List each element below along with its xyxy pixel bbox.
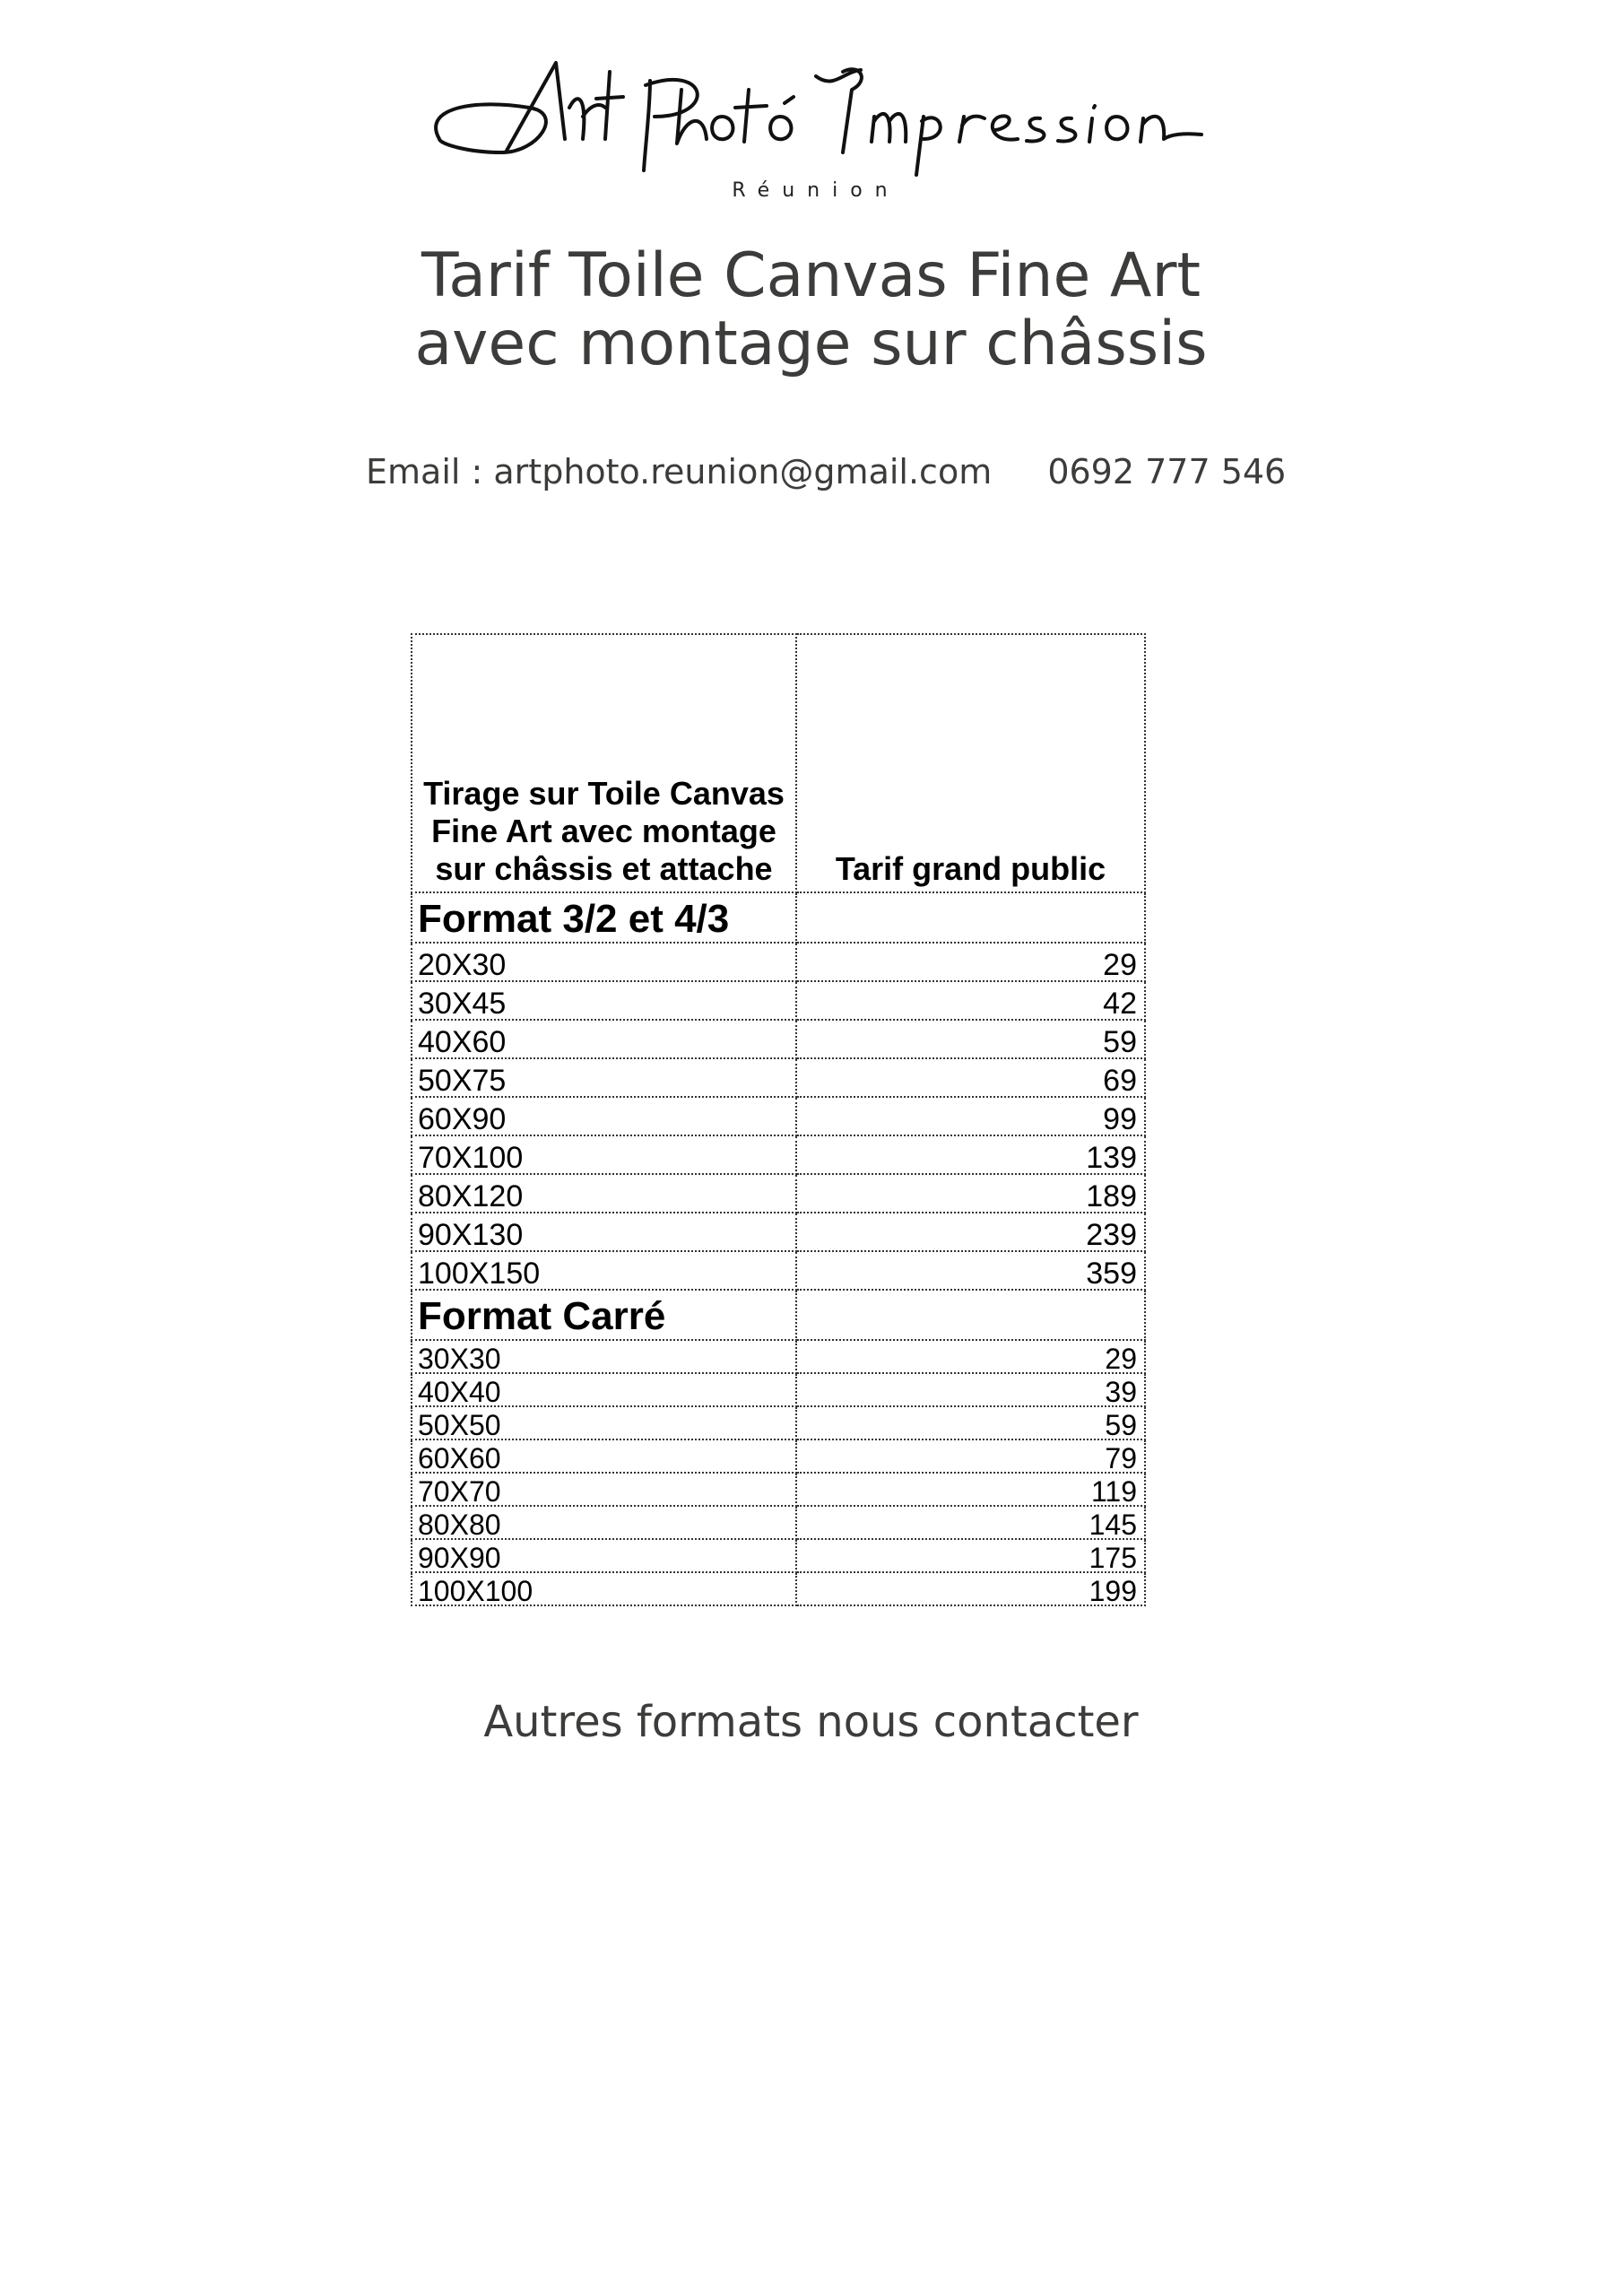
logo-subtitle: Réunion — [732, 179, 900, 202]
table-row — [412, 943, 1145, 981]
price-cell: 29 — [796, 1340, 1145, 1373]
format-cell: 90X130 — [412, 1213, 796, 1251]
price-cell: 239 — [796, 1213, 1145, 1251]
price-cell: 99 — [796, 1097, 1145, 1135]
title-line-1: Tarif Toile Canvas Fine Art — [421, 240, 1201, 311]
title-line-2: avec montage sur châssis — [414, 309, 1208, 379]
format-cell: 50X75 — [412, 1058, 796, 1097]
section-empty-cell — [796, 892, 1145, 943]
price-cell: 175 — [796, 1539, 1145, 1572]
price-cell: 39 — [796, 1373, 1145, 1406]
format-cell: 70X100 — [412, 1135, 796, 1174]
format-cell: 40X40 — [412, 1373, 796, 1406]
format-cell: 100X100 — [412, 1572, 796, 1605]
format-cell: 60X90 — [412, 1097, 796, 1135]
format-cell: 80X80 — [412, 1506, 796, 1539]
section-empty-cell — [796, 1290, 1145, 1340]
table-row — [412, 1340, 1145, 1373]
format-cell: 50X50 — [412, 1406, 796, 1439]
table-row — [412, 1572, 1145, 1605]
price-cell: 79 — [796, 1439, 1145, 1473]
table-row — [412, 1213, 1145, 1251]
section-row — [412, 892, 1145, 943]
price-cell: 29 — [796, 943, 1145, 981]
price-cell: 199 — [796, 1572, 1145, 1605]
table-row — [412, 1020, 1145, 1058]
format-cell: 30X45 — [412, 981, 796, 1020]
table-row — [412, 1406, 1145, 1439]
table-row — [412, 1473, 1145, 1506]
table-row — [412, 1506, 1145, 1539]
format-cell: 100X150 — [412, 1251, 796, 1290]
table-header-row — [412, 634, 1145, 892]
format-cell: 40X60 — [412, 1020, 796, 1058]
table-row — [412, 1373, 1145, 1406]
format-cell: 90X90 — [412, 1539, 796, 1572]
price-cell: 42 — [796, 981, 1145, 1020]
footer-note: Autres formats nous contacter — [483, 1697, 1139, 1747]
contact-line — [366, 452, 1286, 491]
price-cell: 69 — [796, 1058, 1145, 1097]
section-row — [412, 1290, 1145, 1340]
header-product: Tirage sur Toile Canvas Fine Art avec montage sur châssis et attache — [412, 634, 796, 892]
price-table — [411, 633, 1146, 1606]
price-cell: 59 — [796, 1406, 1145, 1439]
price-cell: 119 — [796, 1473, 1145, 1506]
table-row — [412, 1439, 1145, 1473]
price-cell: 145 — [796, 1506, 1145, 1539]
format-cell: 20X30 — [412, 943, 796, 981]
contact-phone[interactable]: 0692 777 546 — [1047, 452, 1287, 491]
table-row — [412, 1539, 1145, 1572]
contact-email[interactable]: Email : artphoto.reunion@gmail.com — [366, 452, 993, 491]
price-cell: 59 — [796, 1020, 1145, 1058]
price-cell: 359 — [796, 1251, 1145, 1290]
section-title: Format 3/2 et 4/3 — [412, 892, 796, 943]
section-title: Format Carré — [412, 1290, 796, 1340]
table-row — [412, 1174, 1145, 1213]
price-cell: 139 — [796, 1135, 1145, 1174]
format-cell: 80X120 — [412, 1174, 796, 1213]
table-row — [412, 1058, 1145, 1097]
format-cell: 30X30 — [412, 1340, 796, 1373]
table-row — [412, 981, 1145, 1020]
header-price: Tarif grand public — [796, 634, 1145, 892]
price-cell: 189 — [796, 1174, 1145, 1213]
brand-logo — [421, 54, 1210, 215]
page-title — [0, 242, 1622, 378]
format-cell: 60X60 — [412, 1439, 796, 1473]
table-row — [412, 1251, 1145, 1290]
table-row — [412, 1135, 1145, 1174]
format-cell: 70X70 — [412, 1473, 796, 1506]
logo-script-signature — [421, 54, 1210, 179]
table-row — [412, 1097, 1145, 1135]
